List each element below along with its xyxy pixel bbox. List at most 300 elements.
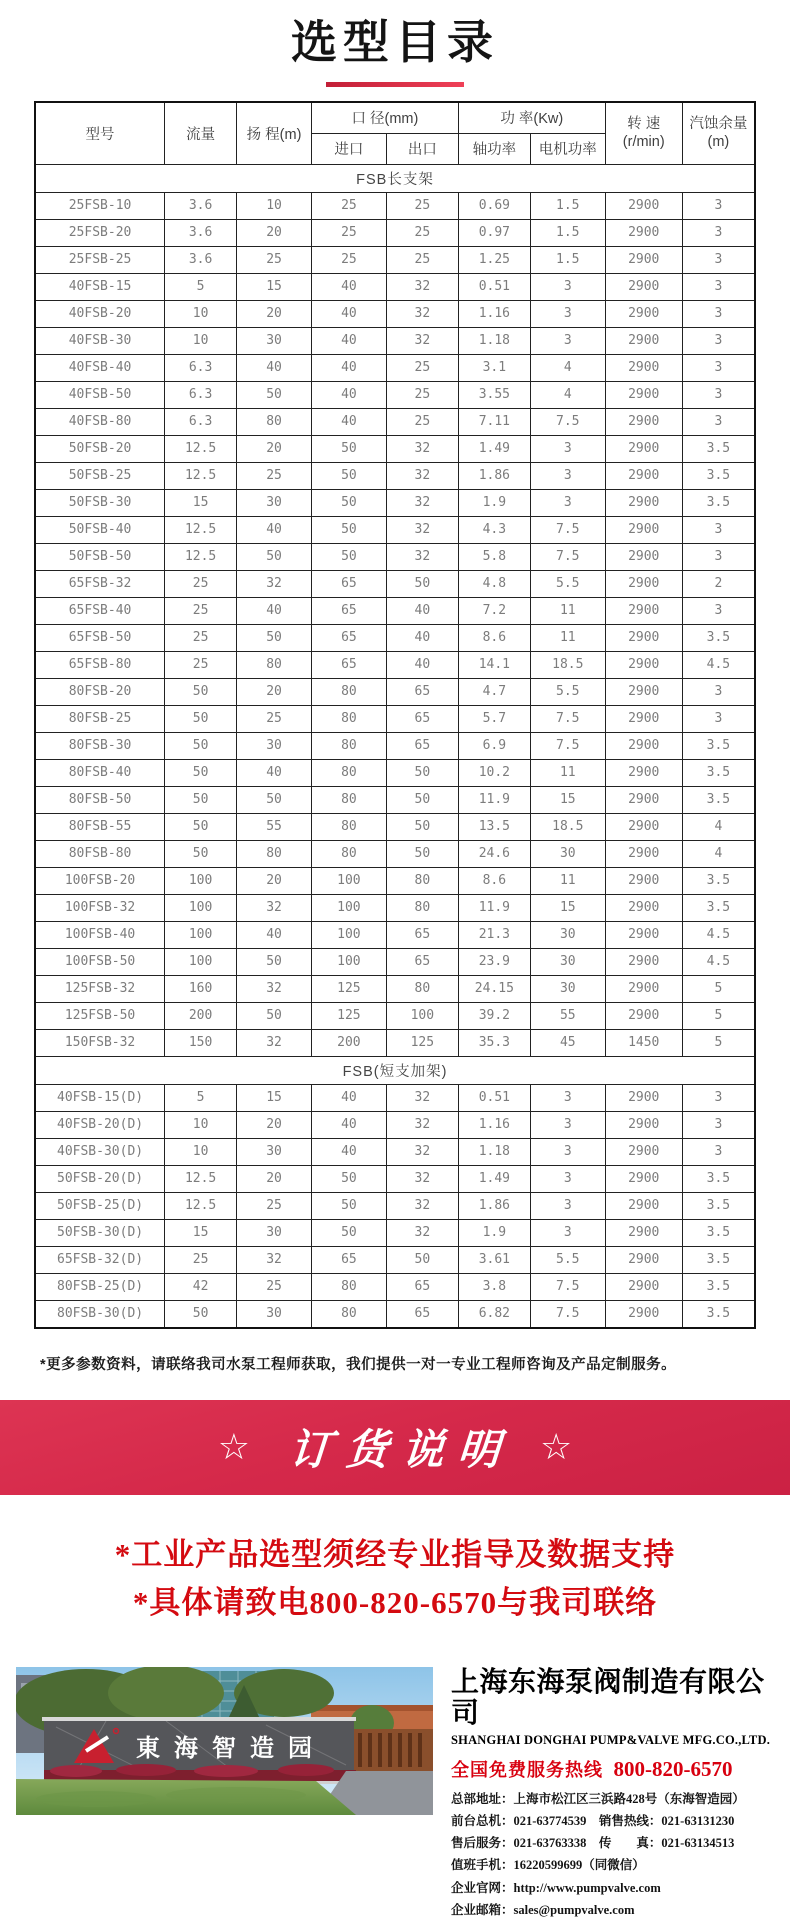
cell-shaft-power: 4.8 bbox=[458, 570, 530, 597]
star-right-icon: ☆ bbox=[540, 1426, 573, 1468]
cell-inlet: 65 bbox=[311, 1246, 386, 1273]
col-header-model: 型号 bbox=[35, 102, 165, 165]
cell-inlet: 50 bbox=[311, 543, 386, 570]
cell-model: 50FSB-25(D) bbox=[35, 1192, 165, 1219]
cell-motor-power: 7.5 bbox=[530, 732, 605, 759]
cell-npsh: 3 bbox=[682, 408, 755, 435]
cell-motor-power: 1.5 bbox=[530, 246, 605, 273]
cell-flow: 150 bbox=[165, 1029, 237, 1056]
cell-outlet: 65 bbox=[386, 1300, 458, 1328]
contact-line: 企业邮箱：sales@pumpvalve.com bbox=[451, 1902, 635, 1917]
cell-model: 100FSB-50 bbox=[35, 948, 165, 975]
cell-flow: 160 bbox=[165, 975, 237, 1002]
cell-motor-power: 18.5 bbox=[530, 651, 605, 678]
cell-npsh: 3 bbox=[682, 300, 755, 327]
cell-flow: 12.5 bbox=[165, 1192, 237, 1219]
cell-model: 80FSB-30 bbox=[35, 732, 165, 759]
cell-flow: 25 bbox=[165, 651, 237, 678]
cell-outlet: 32 bbox=[386, 1192, 458, 1219]
cell-outlet: 80 bbox=[386, 975, 458, 1002]
cell-flow: 50 bbox=[165, 840, 237, 867]
cell-inlet: 25 bbox=[311, 246, 386, 273]
cell-inlet: 40 bbox=[311, 327, 386, 354]
col-header-head: 扬 程(m) bbox=[237, 102, 312, 165]
cell-outlet: 50 bbox=[386, 759, 458, 786]
cell-head: 30 bbox=[237, 732, 312, 759]
cell-shaft-power: 1.49 bbox=[458, 435, 530, 462]
cell-model: 125FSB-50 bbox=[35, 1002, 165, 1029]
cell-inlet: 50 bbox=[311, 516, 386, 543]
cell-inlet: 50 bbox=[311, 1219, 386, 1246]
cell-flow: 5 bbox=[165, 273, 237, 300]
cell-inlet: 80 bbox=[311, 813, 386, 840]
cell-npsh: 4.5 bbox=[682, 921, 755, 948]
cell-flow: 3.6 bbox=[165, 219, 237, 246]
cell-model: 50FSB-30(D) bbox=[35, 1219, 165, 1246]
cell-outlet: 65 bbox=[386, 921, 458, 948]
table-row bbox=[35, 300, 755, 327]
cell-shaft-power: 6.82 bbox=[458, 1300, 530, 1328]
table-section-header bbox=[35, 164, 755, 192]
table-row bbox=[35, 435, 755, 462]
cell-npsh: 3 bbox=[682, 327, 755, 354]
cell-outlet: 125 bbox=[386, 1029, 458, 1056]
cell-speed: 2900 bbox=[605, 759, 682, 786]
table-row bbox=[35, 1138, 755, 1165]
cell-outlet: 50 bbox=[386, 1246, 458, 1273]
cell-speed: 2900 bbox=[605, 516, 682, 543]
table-row bbox=[35, 354, 755, 381]
table-row bbox=[35, 1111, 755, 1138]
table-row bbox=[35, 1084, 755, 1111]
col-header-shaft-power: 轴功率 bbox=[458, 133, 530, 164]
cell-motor-power: 30 bbox=[530, 975, 605, 1002]
cell-motor-power: 4 bbox=[530, 381, 605, 408]
cell-model: 65FSB-40 bbox=[35, 597, 165, 624]
cell-inlet: 40 bbox=[311, 354, 386, 381]
cell-npsh: 3.5 bbox=[682, 435, 755, 462]
cell-speed: 2900 bbox=[605, 1111, 682, 1138]
cell-outlet: 25 bbox=[386, 408, 458, 435]
cell-flow: 100 bbox=[165, 948, 237, 975]
table-row bbox=[35, 543, 755, 570]
cell-head: 30 bbox=[237, 489, 312, 516]
cell-speed: 2900 bbox=[605, 813, 682, 840]
cell-speed: 2900 bbox=[605, 489, 682, 516]
cell-head: 40 bbox=[237, 597, 312, 624]
cell-head: 10 bbox=[237, 192, 312, 219]
cell-motor-power: 1.5 bbox=[530, 219, 605, 246]
cell-npsh: 3.5 bbox=[682, 759, 755, 786]
cell-shaft-power: 11.9 bbox=[458, 894, 530, 921]
cell-speed: 2900 bbox=[605, 354, 682, 381]
cell-head: 32 bbox=[237, 1029, 312, 1056]
cell-shaft-power: 1.18 bbox=[458, 1138, 530, 1165]
cell-shaft-power: 1.9 bbox=[458, 489, 530, 516]
cell-flow: 10 bbox=[165, 300, 237, 327]
table-row bbox=[35, 786, 755, 813]
cell-motor-power: 11 bbox=[530, 624, 605, 651]
cell-npsh: 3 bbox=[682, 381, 755, 408]
cell-head: 25 bbox=[237, 462, 312, 489]
cell-speed: 2900 bbox=[605, 1273, 682, 1300]
table-row bbox=[35, 192, 755, 219]
cell-model: 25FSB-20 bbox=[35, 219, 165, 246]
cell-inlet: 50 bbox=[311, 1165, 386, 1192]
hotline-label: 全国免费服务热线 bbox=[451, 1759, 603, 1780]
cell-shaft-power: 1.9 bbox=[458, 1219, 530, 1246]
cell-motor-power: 3 bbox=[530, 327, 605, 354]
company-name-en: SHANGHAI DONGHAI PUMP&VALVE MFG.CO.,LTD. bbox=[451, 1732, 771, 1747]
col-header-outlet: 出口 bbox=[386, 133, 458, 164]
cell-shaft-power: 11.9 bbox=[458, 786, 530, 813]
cell-motor-power: 15 bbox=[530, 786, 605, 813]
cell-model: 125FSB-32 bbox=[35, 975, 165, 1002]
cell-outlet: 80 bbox=[386, 894, 458, 921]
cell-model: 25FSB-10 bbox=[35, 192, 165, 219]
cell-inlet: 25 bbox=[311, 192, 386, 219]
cell-flow: 12.5 bbox=[165, 462, 237, 489]
cell-inlet: 65 bbox=[311, 597, 386, 624]
cell-npsh: 2 bbox=[682, 570, 755, 597]
footer bbox=[0, 1667, 790, 1921]
cell-speed: 2900 bbox=[605, 1219, 682, 1246]
cell-model: 50FSB-40 bbox=[35, 516, 165, 543]
cell-npsh: 3.5 bbox=[682, 624, 755, 651]
cell-outlet: 100 bbox=[386, 1002, 458, 1029]
cell-motor-power: 1.5 bbox=[530, 192, 605, 219]
contact-list bbox=[451, 1788, 774, 1921]
cell-shaft-power: 1.18 bbox=[458, 327, 530, 354]
section-title: FSB(短支加架) bbox=[35, 1056, 755, 1084]
cell-speed: 2900 bbox=[605, 705, 682, 732]
service-hotline bbox=[451, 1756, 774, 1782]
cell-flow: 12.5 bbox=[165, 543, 237, 570]
cell-npsh: 3 bbox=[682, 597, 755, 624]
table-row bbox=[35, 1273, 755, 1300]
col-header-power-group: 功 率(Kw) bbox=[458, 102, 605, 134]
gate-fence bbox=[354, 1729, 433, 1771]
company-info bbox=[451, 1667, 774, 1921]
table-body bbox=[35, 164, 755, 1328]
table-row bbox=[35, 813, 755, 840]
cell-speed: 2900 bbox=[605, 435, 682, 462]
cell-outlet: 32 bbox=[386, 435, 458, 462]
cell-model: 40FSB-40 bbox=[35, 354, 165, 381]
col-header-motor-power: 电机功率 bbox=[530, 133, 605, 164]
table-row bbox=[35, 1029, 755, 1056]
table-row bbox=[35, 1219, 755, 1246]
cell-npsh: 4 bbox=[682, 813, 755, 840]
cell-inlet: 40 bbox=[311, 300, 386, 327]
cell-model: 40FSB-50 bbox=[35, 381, 165, 408]
cell-model: 40FSB-20(D) bbox=[35, 1111, 165, 1138]
cell-motor-power: 5.5 bbox=[530, 570, 605, 597]
cell-npsh: 3 bbox=[682, 516, 755, 543]
cell-flow: 50 bbox=[165, 759, 237, 786]
title-underline bbox=[326, 82, 464, 87]
cell-shaft-power: 1.25 bbox=[458, 246, 530, 273]
cell-outlet: 25 bbox=[386, 246, 458, 273]
cell-head: 20 bbox=[237, 219, 312, 246]
cell-speed: 2900 bbox=[605, 219, 682, 246]
cell-shaft-power: 3.55 bbox=[458, 381, 530, 408]
cell-motor-power: 7.5 bbox=[530, 408, 605, 435]
cell-model: 150FSB-32 bbox=[35, 1029, 165, 1056]
cell-head: 20 bbox=[237, 678, 312, 705]
cell-model: 100FSB-32 bbox=[35, 894, 165, 921]
cell-speed: 2900 bbox=[605, 1165, 682, 1192]
cell-inlet: 80 bbox=[311, 1300, 386, 1328]
cell-inlet: 40 bbox=[311, 273, 386, 300]
cell-speed: 2900 bbox=[605, 597, 682, 624]
cell-shaft-power: 24.15 bbox=[458, 975, 530, 1002]
cell-model: 80FSB-20 bbox=[35, 678, 165, 705]
notice-section bbox=[0, 1531, 790, 1627]
cell-inlet: 40 bbox=[311, 381, 386, 408]
cell-speed: 2900 bbox=[605, 732, 682, 759]
cell-motor-power: 11 bbox=[530, 867, 605, 894]
star-left-icon: ☆ bbox=[217, 1426, 250, 1468]
cell-flow: 10 bbox=[165, 1138, 237, 1165]
cell-model: 40FSB-20 bbox=[35, 300, 165, 327]
table-row bbox=[35, 381, 755, 408]
cell-motor-power: 18.5 bbox=[530, 813, 605, 840]
cell-flow: 100 bbox=[165, 894, 237, 921]
cell-inlet: 65 bbox=[311, 651, 386, 678]
cell-npsh: 3.5 bbox=[682, 462, 755, 489]
cell-npsh: 3 bbox=[682, 219, 755, 246]
cell-model: 25FSB-25 bbox=[35, 246, 165, 273]
cell-outlet: 65 bbox=[386, 948, 458, 975]
cell-inlet: 65 bbox=[311, 624, 386, 651]
cell-outlet: 32 bbox=[386, 1165, 458, 1192]
cell-model: 65FSB-50 bbox=[35, 624, 165, 651]
cell-motor-power: 3 bbox=[530, 462, 605, 489]
cell-head: 55 bbox=[237, 813, 312, 840]
cell-model: 100FSB-20 bbox=[35, 867, 165, 894]
cell-head: 40 bbox=[237, 354, 312, 381]
cell-head: 30 bbox=[237, 327, 312, 354]
contact-line: 企业官网：http://www.pumpvalve.com bbox=[451, 1880, 661, 1895]
cell-motor-power: 3 bbox=[530, 300, 605, 327]
cell-npsh: 3.5 bbox=[682, 489, 755, 516]
cell-npsh: 5 bbox=[682, 1002, 755, 1029]
cell-flow: 25 bbox=[165, 570, 237, 597]
cell-speed: 2900 bbox=[605, 1138, 682, 1165]
header-row-1 bbox=[35, 102, 755, 134]
cell-inlet: 80 bbox=[311, 759, 386, 786]
cell-flow: 6.3 bbox=[165, 408, 237, 435]
table-row bbox=[35, 921, 755, 948]
cell-head: 32 bbox=[237, 1246, 312, 1273]
cell-npsh: 3.5 bbox=[682, 786, 755, 813]
cell-shaft-power: 5.8 bbox=[458, 543, 530, 570]
cell-shaft-power: 23.9 bbox=[458, 948, 530, 975]
cell-outlet: 32 bbox=[386, 516, 458, 543]
cell-speed: 2900 bbox=[605, 1246, 682, 1273]
cell-outlet: 65 bbox=[386, 1273, 458, 1300]
cell-flow: 50 bbox=[165, 786, 237, 813]
cell-motor-power: 3 bbox=[530, 435, 605, 462]
cell-motor-power: 3 bbox=[530, 1138, 605, 1165]
cell-npsh: 5 bbox=[682, 975, 755, 1002]
col-header-npsh: 汽蚀余量 (m) bbox=[682, 102, 755, 165]
cell-inlet: 80 bbox=[311, 705, 386, 732]
cell-head: 25 bbox=[237, 1273, 312, 1300]
cell-outlet: 32 bbox=[386, 543, 458, 570]
cell-outlet: 65 bbox=[386, 705, 458, 732]
cell-flow: 25 bbox=[165, 1246, 237, 1273]
cell-flow: 12.5 bbox=[165, 516, 237, 543]
cell-inlet: 50 bbox=[311, 435, 386, 462]
cell-shaft-power: 7.2 bbox=[458, 597, 530, 624]
cell-flow: 6.3 bbox=[165, 381, 237, 408]
cell-model: 50FSB-50 bbox=[35, 543, 165, 570]
cell-outlet: 25 bbox=[386, 219, 458, 246]
col-header-speed: 转 速 (r/min) bbox=[605, 102, 682, 165]
cell-outlet: 32 bbox=[386, 1138, 458, 1165]
cell-shaft-power: 0.69 bbox=[458, 192, 530, 219]
cell-outlet: 32 bbox=[386, 1084, 458, 1111]
cell-npsh: 3.5 bbox=[682, 732, 755, 759]
table-row bbox=[35, 1192, 755, 1219]
cell-npsh: 3.5 bbox=[682, 894, 755, 921]
cell-flow: 25 bbox=[165, 597, 237, 624]
cell-npsh: 3 bbox=[682, 246, 755, 273]
cell-inlet: 80 bbox=[311, 732, 386, 759]
cell-head: 25 bbox=[237, 1192, 312, 1219]
cell-shaft-power: 24.6 bbox=[458, 840, 530, 867]
table-row bbox=[35, 489, 755, 516]
cell-outlet: 50 bbox=[386, 570, 458, 597]
cell-model: 65FSB-80 bbox=[35, 651, 165, 678]
table-section-header bbox=[35, 1056, 755, 1084]
cell-head: 15 bbox=[237, 273, 312, 300]
cell-npsh: 3.5 bbox=[682, 1273, 755, 1300]
cell-head: 25 bbox=[237, 246, 312, 273]
table-row bbox=[35, 759, 755, 786]
cell-head: 50 bbox=[237, 624, 312, 651]
cell-speed: 2900 bbox=[605, 192, 682, 219]
cell-inlet: 65 bbox=[311, 570, 386, 597]
cell-flow: 12.5 bbox=[165, 435, 237, 462]
cell-speed: 2900 bbox=[605, 975, 682, 1002]
cell-motor-power: 3 bbox=[530, 273, 605, 300]
cell-inlet: 50 bbox=[311, 462, 386, 489]
cell-head: 30 bbox=[237, 1138, 312, 1165]
cell-speed: 2900 bbox=[605, 246, 682, 273]
table-row bbox=[35, 948, 755, 975]
cell-speed: 2900 bbox=[605, 570, 682, 597]
cell-flow: 50 bbox=[165, 1300, 237, 1328]
cell-flow: 42 bbox=[165, 1273, 237, 1300]
cell-flow: 200 bbox=[165, 1002, 237, 1029]
cell-head: 80 bbox=[237, 840, 312, 867]
cell-shaft-power: 5.7 bbox=[458, 705, 530, 732]
cell-flow: 10 bbox=[165, 1111, 237, 1138]
cell-speed: 2900 bbox=[605, 894, 682, 921]
cell-shaft-power: 1.16 bbox=[458, 1111, 530, 1138]
cell-speed: 2900 bbox=[605, 624, 682, 651]
cell-npsh: 3.5 bbox=[682, 867, 755, 894]
cell-outlet: 32 bbox=[386, 273, 458, 300]
cell-motor-power: 11 bbox=[530, 597, 605, 624]
cell-motor-power: 3 bbox=[530, 1219, 605, 1246]
cell-outlet: 32 bbox=[386, 462, 458, 489]
cell-model: 65FSB-32 bbox=[35, 570, 165, 597]
cell-shaft-power: 3.8 bbox=[458, 1273, 530, 1300]
cell-speed: 2900 bbox=[605, 408, 682, 435]
cell-model: 80FSB-40 bbox=[35, 759, 165, 786]
cell-shaft-power: 8.6 bbox=[458, 624, 530, 651]
cell-npsh: 3 bbox=[682, 1084, 755, 1111]
table-row bbox=[35, 732, 755, 759]
spec-table bbox=[34, 101, 756, 1329]
cell-npsh: 4.5 bbox=[682, 651, 755, 678]
cell-npsh: 3.5 bbox=[682, 1165, 755, 1192]
factory-photo bbox=[16, 1667, 433, 1815]
cell-outlet: 50 bbox=[386, 840, 458, 867]
cell-inlet: 100 bbox=[311, 948, 386, 975]
cell-npsh: 3 bbox=[682, 354, 755, 381]
order-banner bbox=[0, 1400, 790, 1495]
cell-head: 32 bbox=[237, 570, 312, 597]
cell-shaft-power: 14.1 bbox=[458, 651, 530, 678]
cell-npsh: 5 bbox=[682, 1029, 755, 1056]
cell-shaft-power: 21.3 bbox=[458, 921, 530, 948]
cell-outlet: 32 bbox=[386, 1219, 458, 1246]
page-title: 选型目录 bbox=[291, 16, 499, 68]
table-row bbox=[35, 327, 755, 354]
cell-shaft-power: 0.97 bbox=[458, 219, 530, 246]
cell-flow: 50 bbox=[165, 705, 237, 732]
cell-inlet: 100 bbox=[311, 921, 386, 948]
cell-speed: 2900 bbox=[605, 300, 682, 327]
cell-npsh: 3 bbox=[682, 1111, 755, 1138]
col-header-diameter-group: 口 径(mm) bbox=[311, 102, 458, 134]
cell-inlet: 40 bbox=[311, 1138, 386, 1165]
cell-motor-power: 30 bbox=[530, 840, 605, 867]
table-row bbox=[35, 867, 755, 894]
cell-inlet: 100 bbox=[311, 894, 386, 921]
cell-shaft-power: 1.86 bbox=[458, 462, 530, 489]
notice-line-2: *具体请致电800-820-6570与我司联络 bbox=[132, 1584, 658, 1620]
cell-motor-power: 3 bbox=[530, 489, 605, 516]
cell-outlet: 32 bbox=[386, 327, 458, 354]
cell-flow: 3.6 bbox=[165, 246, 237, 273]
cell-outlet: 32 bbox=[386, 300, 458, 327]
cell-model: 80FSB-30(D) bbox=[35, 1300, 165, 1328]
cell-speed: 2900 bbox=[605, 948, 682, 975]
cell-motor-power: 7.5 bbox=[530, 516, 605, 543]
cell-model: 40FSB-30(D) bbox=[35, 1138, 165, 1165]
cell-shaft-power: 4.7 bbox=[458, 678, 530, 705]
table-row bbox=[35, 975, 755, 1002]
cell-motor-power: 4 bbox=[530, 354, 605, 381]
cell-shaft-power: 4.3 bbox=[458, 516, 530, 543]
cell-inlet: 200 bbox=[311, 1029, 386, 1056]
cell-model: 40FSB-15(D) bbox=[35, 1084, 165, 1111]
cell-head: 20 bbox=[237, 1165, 312, 1192]
cell-npsh: 3.5 bbox=[682, 1192, 755, 1219]
cell-motor-power: 7.5 bbox=[530, 705, 605, 732]
cell-flow: 50 bbox=[165, 813, 237, 840]
cell-head: 50 bbox=[237, 543, 312, 570]
title-section bbox=[0, 0, 790, 87]
cell-outlet: 80 bbox=[386, 867, 458, 894]
cell-inlet: 40 bbox=[311, 1111, 386, 1138]
